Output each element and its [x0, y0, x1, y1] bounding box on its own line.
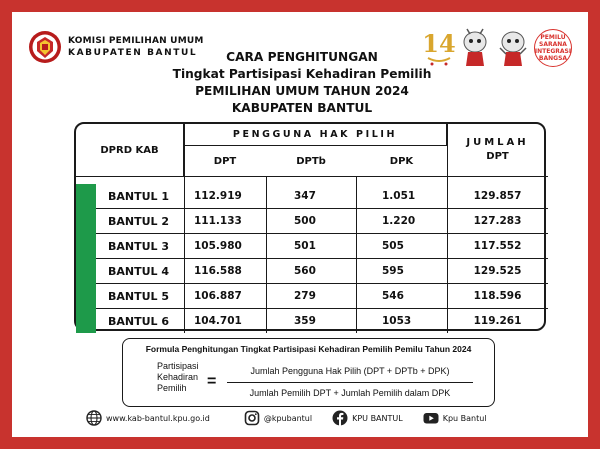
website-text: www.kab-bantul.kpu.go.id	[106, 413, 210, 423]
cell-dpk: 595	[382, 265, 404, 277]
cell-jumlah: 119.261	[473, 315, 522, 327]
cell-dpk: 1.220	[382, 215, 416, 227]
formula-denominator: Jumlah Pemilih DPT + Jumlah Pemilih dalam DPK	[249, 388, 451, 398]
fraction-bar	[227, 382, 473, 383]
cell-dapil: BANTUL 1	[108, 189, 170, 203]
cell-dpt: 105.980	[194, 240, 242, 252]
cell-dapil: BANTUL 3	[108, 239, 170, 253]
cell-dapil: BANTUL 2	[108, 214, 170, 228]
cell-dpt: 116.588	[194, 265, 242, 277]
col-header-dpk: DPK	[389, 155, 414, 167]
facebook-icon	[332, 410, 348, 426]
cell-dpk: 505	[382, 240, 404, 252]
youtube-link[interactable]	[423, 410, 487, 426]
formula-label-line1: Partisipasi	[157, 361, 199, 371]
cell-dpt: 104.701	[194, 315, 242, 327]
cell-dapil: BANTUL 4	[108, 264, 170, 278]
header-divider	[76, 176, 548, 177]
formula-numerator: Jumlah Pengguna Hak Pilih (DPT + DPTb + DPK)	[250, 366, 450, 376]
tagline-badge: PEMILU SARANA INTEGRASI BANGSA	[534, 29, 572, 67]
cell-dptb: 501	[294, 240, 316, 252]
cell-dptb: 347	[294, 190, 316, 202]
partner-logos	[424, 26, 572, 70]
col-header-dptb: DPTb	[296, 155, 326, 167]
instagram-link[interactable]	[244, 410, 312, 426]
formula-equals: =	[207, 373, 217, 390]
formula-label-line3: Pemilih	[157, 383, 187, 393]
cell-dptb: 359	[294, 315, 316, 327]
org-name: KOMISI PEMILIHAN UMUM	[68, 36, 204, 46]
mascot-sulu-icon	[496, 28, 530, 68]
participation-table	[74, 122, 546, 331]
globe-icon	[86, 410, 102, 426]
cell-dpt: 106.887	[194, 290, 242, 302]
instagram-text: @kpubantul	[263, 413, 313, 423]
cell-dpk: 1.051	[382, 190, 416, 202]
poster-card	[12, 12, 588, 437]
cell-jumlah: 127.283	[473, 215, 522, 227]
cell-dpt: 112.919	[194, 190, 242, 202]
footer-links	[86, 407, 566, 429]
mascot-sura-icon	[458, 28, 492, 68]
col-header-group: PENGGUNA HAK PILIH	[184, 124, 447, 146]
table-row	[76, 234, 548, 258]
cell-dptb: 279	[294, 290, 316, 302]
table-row	[76, 209, 548, 233]
formula-box	[122, 338, 495, 407]
title-line-1: CARA PENGHITUNGAN	[226, 50, 378, 64]
cell-dpt: 111.133	[194, 215, 242, 227]
pemilu-14-logo-icon	[424, 26, 454, 70]
col-header-jumlah-line2: DPT	[486, 151, 509, 162]
youtube-text: Kpu Bantul	[442, 413, 487, 423]
cell-dpk: 546	[382, 290, 404, 302]
website-link[interactable]	[86, 410, 210, 426]
table-row	[76, 184, 548, 208]
cell-dapil: BANTUL 5	[108, 289, 170, 303]
title-line-2: Tingkat Partisipasi Kehadiran Pemilih	[172, 67, 432, 81]
title-line-4: KABUPATEN BANTUL	[231, 101, 373, 115]
col-header-dprd: DPRD KAB	[76, 124, 184, 176]
facebook-link[interactable]	[332, 410, 403, 426]
kpu-emblem-icon	[28, 30, 62, 64]
instagram-icon	[244, 410, 260, 426]
cell-dptb: 500	[294, 215, 316, 227]
cell-jumlah: 129.857	[473, 190, 522, 202]
table-row	[76, 284, 548, 308]
facebook-text: KPU BANTUL	[352, 413, 403, 423]
cell-dapil: BANTUL 6	[108, 314, 170, 328]
cell-jumlah: 118.596	[473, 290, 522, 302]
col-header-dpt: DPT	[213, 155, 237, 167]
col-header-jumlah	[447, 124, 548, 176]
cell-dptb: 560	[294, 265, 316, 277]
cell-jumlah: 129.525	[473, 265, 522, 277]
youtube-icon	[423, 410, 439, 426]
cell-dpk: 1053	[382, 315, 412, 327]
table-row	[76, 309, 548, 333]
formula-title: Formula Penghitungan Tingkat Partisipasi Kehadiran Pemilih Pemilu Tahun 2024	[145, 344, 472, 354]
cell-jumlah: 117.552	[473, 240, 522, 252]
org-region: KABUPATEN BANTUL	[68, 48, 198, 58]
logo-number: 14	[422, 29, 456, 58]
page-title	[132, 49, 472, 117]
formula-label-line2: Kehadiran	[157, 372, 199, 382]
title-line-3: PEMILIHAN UMUM TAHUN 2024	[195, 84, 409, 98]
col-header-jumlah-line1: JUMLAH	[466, 137, 529, 148]
table-row	[76, 259, 548, 283]
formula-label	[157, 361, 199, 394]
